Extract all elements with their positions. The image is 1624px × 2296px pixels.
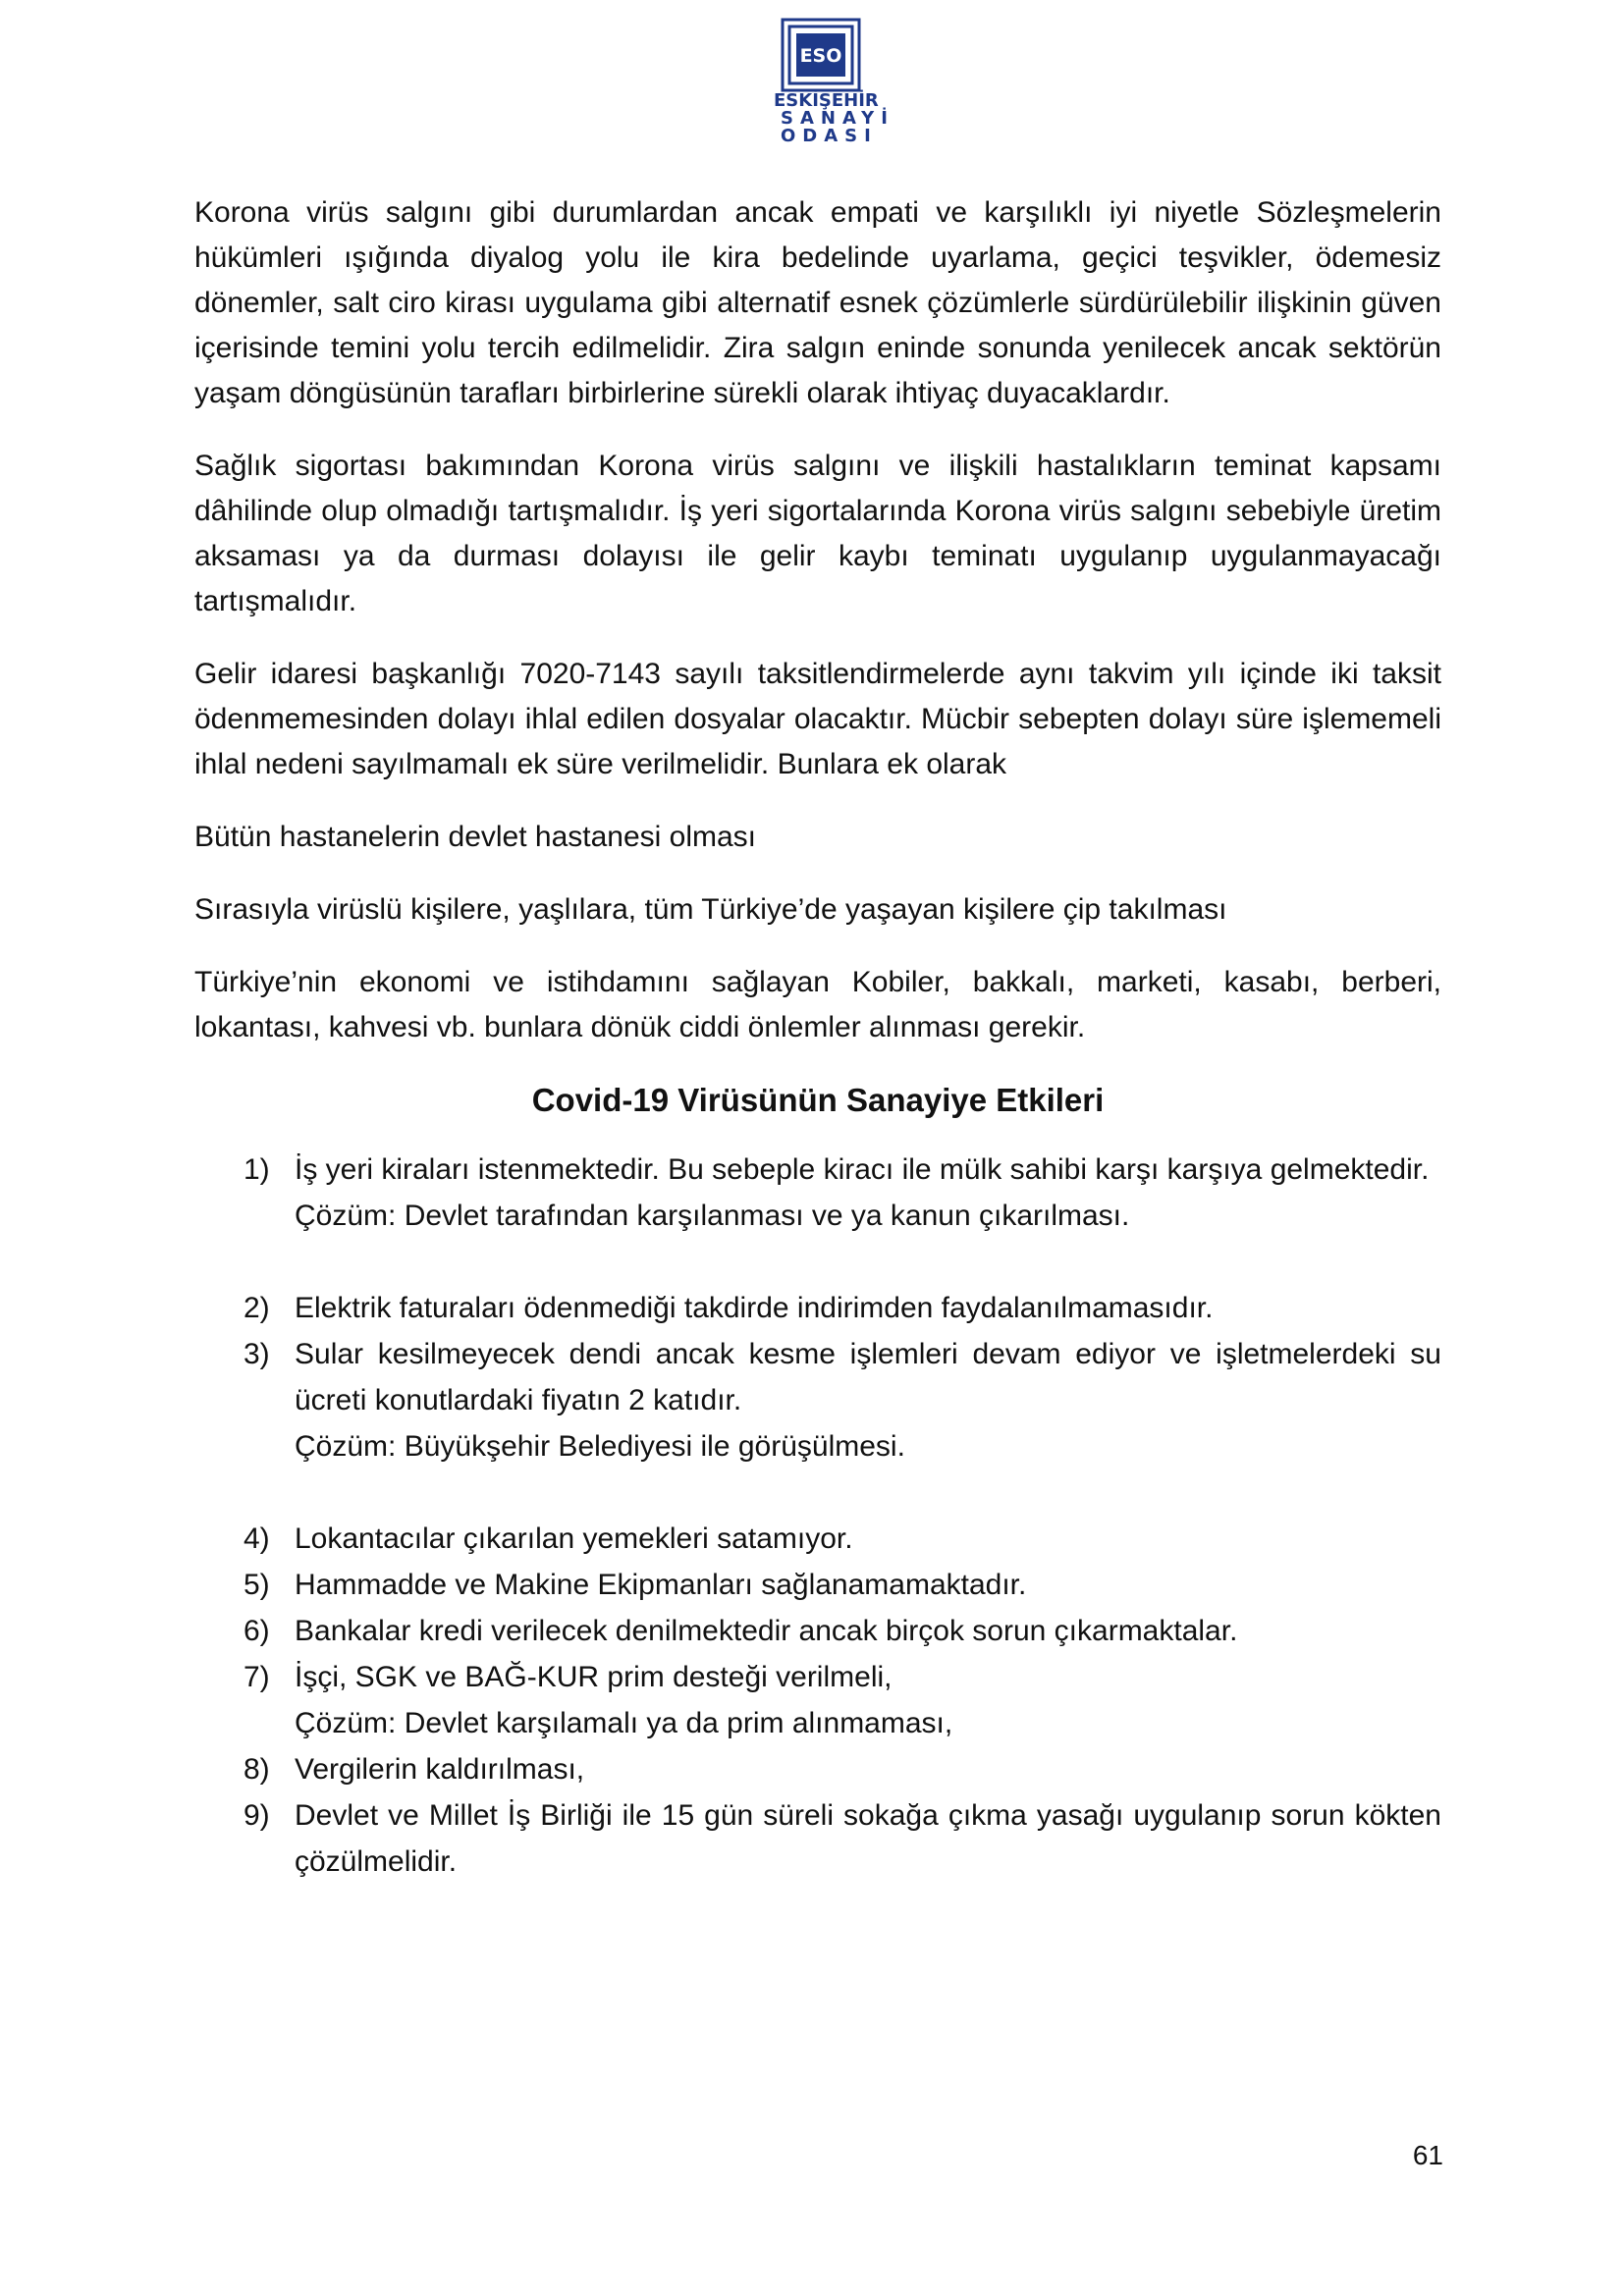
list-item (194, 1331, 1441, 1469)
paragraph: Sırasıyla virüslü kişilere, yaşlılara, tüm Türkiye’de yaşayan kişilere çip takılması (194, 893, 1227, 926)
list-text: İşçi, SGK ve BAĞ-KUR prim desteği verilmeli, (295, 1661, 893, 1693)
list-number: 7) (244, 1661, 270, 1693)
list-text: Elektrik faturaları ödenmediği takdirde indirimden faydalanılmamasıdır. (295, 1292, 1214, 1324)
list-item (194, 1285, 1441, 1331)
list-number: 2) (244, 1292, 270, 1324)
paragraph: Gelir idaresi başkanlığı 7020-7143 sayılı taksitlendirmelerde aynı takvim yılı içinde iki taksit ödenmemesinden dolayı ihlal edilen dosyalar olacaktır. Mücbir sebepten dolayı süre işlememeli ihlal nedeni sayılmamalı ek süre verilmelidir. Bunlara ek olarak (194, 658, 1441, 780)
paragraph: Bütün hastanelerin devlet hastanesi olması (194, 821, 757, 853)
list-item (194, 1608, 1441, 1654)
paragraph: Korona virüs salgını gibi durumlardan ancak empati ve karşılıklı iyi niyetle Sözleşmelerin hükümleri ışığında diyalog yolu ile kira bedelinde uyarlama, geçici teşvikler, ödemesiz dönemler, salt ciro kirası uygulama gibi alternatif esnek çözümlerle sürdürülebilir ilişkinin güven içerisinde temini yolu tercih edilmelidir. Zira salgın eninde sonunda yenilecek ancak sektörün yaşam döngüsünün tarafları birbirlerine sürekli olarak ihtiyaç duyacaklardır. (194, 196, 1441, 409)
list-item (194, 1792, 1441, 1885)
issues-list (194, 1147, 1441, 1885)
list-text: Bankalar kredi verilecek denilmektedir ancak birçok sorun çıkarmaktalar. (295, 1615, 1238, 1647)
logo-line-3: ODASI (781, 126, 878, 146)
list-number: 1) (244, 1153, 270, 1186)
page-content (194, 190, 1441, 1885)
list-item (194, 1147, 1441, 1239)
list-text: Vergilerin kaldırılması, (295, 1753, 585, 1786)
section-title: Covid-19 Virüsünün Sanayiye Etkileri (531, 1082, 1105, 1118)
list-solution: Çözüm: Devlet tarafından karşılanması ve ya kanun çıkarılması. (295, 1200, 1130, 1232)
list-solution: Çözüm: Devlet karşılamalı ya da prim alınmaması, (295, 1707, 953, 1739)
list-number: 6) (244, 1615, 270, 1647)
list-number: 5) (244, 1569, 270, 1601)
list-item (194, 1562, 1441, 1608)
eso-emblem-icon (781, 18, 861, 92)
paragraph: Türkiye’nin ekonomi ve istihdamını sağlayan Kobiler, bakkalı, marketi, kasabı, berberi, lokantası, kahvesi vb. bunlara dönük ciddi önlemler alınması gerekir. (194, 966, 1441, 1043)
list-text: Sular kesilmeyecek dendi ancak kesme işlemleri devam ediyor ve işletmelerdeki su ücreti konutlardaki fiyatın 2 katıdır. (295, 1338, 1441, 1416)
page-number: 61 (1412, 2140, 1443, 2170)
list-item (194, 1516, 1441, 1562)
list-item (194, 1746, 1441, 1792)
list-number: 4) (244, 1522, 270, 1555)
list-item (194, 1654, 1441, 1746)
list-number: 8) (244, 1753, 270, 1786)
paragraph: Sağlık sigortası bakımından Korona virüs salgını ve ilişkili hastalıkların teminat kapsamı dâhilinde olup olmadığı tartışmalıdır. İş yeri sigortalarında Korona virüs salgını sebebiyle üretim aksaması ya da durması dolayısı ile gelir kaybı teminatı uygulanıp uygulanmayacağı tartışmalıdır. (194, 450, 1441, 617)
list-text: İş yeri kiraları istenmektedir. Bu sebeple kiracı ile mülk sahibi karşı karşıya gelmektedir. (295, 1153, 1430, 1186)
logo-text: ESO (799, 45, 842, 67)
list-solution: Çözüm: Büyükşehir Belediyesi ile görüşülmesi. (295, 1430, 905, 1463)
list-number: 9) (244, 1799, 270, 1832)
logo-line-2: SANAYİ (781, 108, 894, 129)
list-text: Hammadde ve Makine Ekipmanları sağlanamamaktadır. (295, 1569, 1027, 1601)
list-text: Devlet ve Millet İş Birliği ile 15 gün süreli sokağa çıkma yasağı uygulanıp sorun kökten çözülmelidir. (295, 1799, 1441, 1878)
eso-logo (774, 18, 894, 165)
list-text: Lokantacılar çıkarılan yemekleri satamıyor. (295, 1522, 853, 1555)
logo-line-1: ESKİŞEHİR (774, 90, 879, 111)
list-number: 3) (244, 1338, 270, 1370)
